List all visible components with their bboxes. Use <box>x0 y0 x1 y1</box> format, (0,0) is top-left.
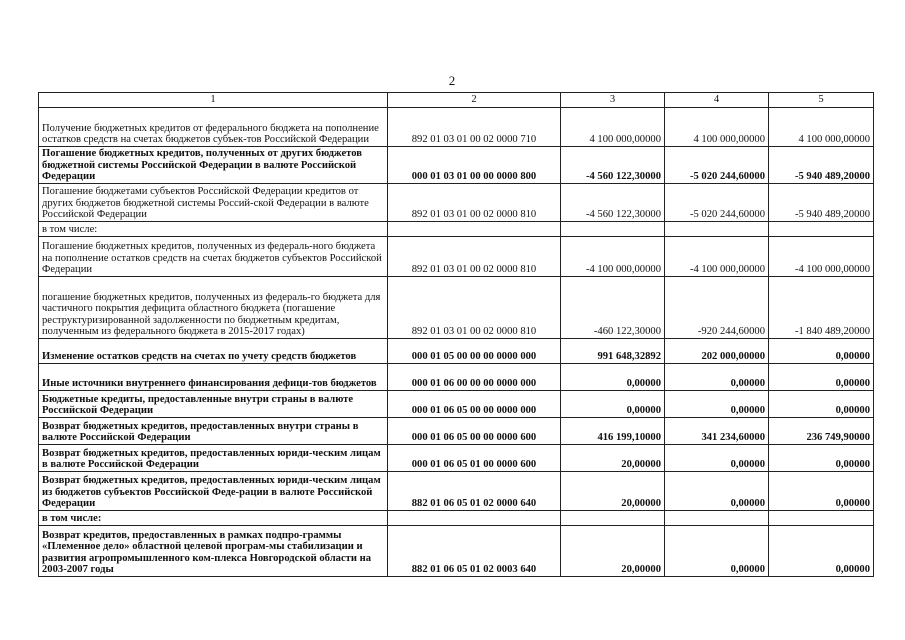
row-name-cell: Возврат бюджетных кредитов, предоставленных юриди-ческим лицам из бюджетов субъектов Российской Феде-рации в валюте Российской Федерации <box>39 472 388 511</box>
row-value-col3-cell <box>561 511 665 526</box>
row-code-cell: 000 01 06 05 01 00 0000 600 <box>388 445 561 472</box>
row-value-col3-cell: 20,00000 <box>561 472 665 511</box>
page-number: 2 <box>448 73 456 88</box>
header-col-4: 4 <box>665 93 769 108</box>
row-value-col5-cell: -4 100 000,00000 <box>769 237 874 277</box>
header-col-1: 1 <box>39 93 388 108</box>
row-code-cell: 892 01 03 01 00 02 0000 710 <box>388 108 561 147</box>
table-row <box>39 277 874 339</box>
row-code-cell: 000 01 06 00 00 00 0000 000 <box>388 364 561 391</box>
row-value-col3-cell: -4 560 122,30000 <box>561 147 665 184</box>
row-code-cell: 000 01 05 00 00 00 0000 000 <box>388 339 561 364</box>
row-value-col5-cell: 4 100 000,00000 <box>769 108 874 147</box>
row-value-col4-cell <box>665 222 769 237</box>
table-row <box>39 147 874 184</box>
table-row <box>39 339 874 364</box>
row-value-col4-cell: 0,00000 <box>665 391 769 418</box>
header-col-3: 3 <box>561 93 665 108</box>
table-row <box>39 222 874 237</box>
row-value-col4-cell: -920 244,60000 <box>665 277 769 339</box>
row-value-col4-cell: 0,00000 <box>665 472 769 511</box>
row-value-col5-cell: -5 940 489,20000 <box>769 147 874 184</box>
row-value-col4-cell: 0,00000 <box>665 526 769 577</box>
row-value-col5-cell: -1 840 489,20000 <box>769 277 874 339</box>
table-row <box>39 364 874 391</box>
row-code-cell: 882 01 06 05 01 02 0003 640 <box>388 526 561 577</box>
row-code-cell: 892 01 03 01 00 02 0000 810 <box>388 237 561 277</box>
row-code-cell: 882 01 06 05 01 02 0000 640 <box>388 472 561 511</box>
row-code-cell: 000 01 06 05 00 00 0000 000 <box>388 391 561 418</box>
table-row <box>39 418 874 445</box>
row-name-cell: Возврат бюджетных кредитов, предоставленных внутри страны в валюте Российской Федерации <box>39 418 388 445</box>
row-code-cell: 892 01 03 01 00 02 0000 810 <box>388 277 561 339</box>
table-row <box>39 237 874 277</box>
row-code-cell: 892 01 03 01 00 02 0000 810 <box>388 184 561 222</box>
row-value-col5-cell: -5 940 489,20000 <box>769 184 874 222</box>
row-name-cell: Бюджетные кредиты, предоставленные внутри страны в валюте Российской Федерации <box>39 391 388 418</box>
row-value-col4-cell: 0,00000 <box>665 364 769 391</box>
row-value-col5-cell: 0,00000 <box>769 339 874 364</box>
row-value-col4-cell: -4 100 000,00000 <box>665 237 769 277</box>
row-value-col4-cell: 341 234,60000 <box>665 418 769 445</box>
row-value-col5-cell: 0,00000 <box>769 445 874 472</box>
row-name-cell: погашение бюджетных кредитов, полученных из федераль-го бюджета для частичного покрытия дефицита областного бюджета (погашение реструктуризированной задолженности по бюджетным кредитам, полученным из федерального бюджета в 2015-2017 годах) <box>39 277 388 339</box>
table-row <box>39 391 874 418</box>
row-name-cell: Погашение бюджетных кредитов, полученных от других бюджетов бюджетной системы Российской Федерации в валюте Российской Федерации <box>39 147 388 184</box>
row-name-cell: Погашение бюджетами субъектов Российской Федерации кредитов от других бюджетов бюджетной системы Россий-ской Федерации в валюте Российской Федерации <box>39 184 388 222</box>
row-name-cell: в том числе: <box>39 222 388 237</box>
row-value-col4-cell: -5 020 244,60000 <box>665 184 769 222</box>
row-value-col3-cell: -460 122,30000 <box>561 277 665 339</box>
row-value-col4-cell <box>665 511 769 526</box>
row-value-col5-cell: 0,00000 <box>769 364 874 391</box>
row-value-col4-cell: -5 020 244,60000 <box>665 147 769 184</box>
row-name-cell: Возврат бюджетных кредитов, предоставленных юриди-ческим лицам в валюте Российской Федерации <box>39 445 388 472</box>
table-row <box>39 108 874 147</box>
row-value-col5-cell <box>769 511 874 526</box>
table-row <box>39 511 874 526</box>
row-name-cell: Иные источники внутреннего финансирования дефици-тов бюджетов <box>39 364 388 391</box>
row-name-cell: Изменение остатков средств на счетах по учету средств бюджетов <box>39 339 388 364</box>
row-value-col4-cell: 0,00000 <box>665 445 769 472</box>
row-value-col3-cell: -4 100 000,00000 <box>561 237 665 277</box>
row-name-cell: в том числе: <box>39 511 388 526</box>
row-code-cell <box>388 222 561 237</box>
table-row <box>39 184 874 222</box>
header-col-2: 2 <box>388 93 561 108</box>
table-row <box>39 445 874 472</box>
row-value-col3-cell: 20,00000 <box>561 526 665 577</box>
budget-sources-table <box>38 92 874 577</box>
row-value-col3-cell: 4 100 000,00000 <box>561 108 665 147</box>
row-name-cell: Погашение бюджетных кредитов, полученных из федераль-ного бюджета на пополнение остатков средств на счетах бюджетов субъектов Российской Федерации <box>39 237 388 277</box>
row-name-cell: Получение бюджетных кредитов от федерального бюджета на пополнение остатков средств на счетах бюджетов субъек-тов Российской Федерации <box>39 108 388 147</box>
row-value-col4-cell: 202 000,00000 <box>665 339 769 364</box>
row-value-col5-cell <box>769 222 874 237</box>
row-code-cell: 000 01 06 05 00 00 0000 600 <box>388 418 561 445</box>
row-value-col3-cell: 416 199,10000 <box>561 418 665 445</box>
row-value-col3-cell: 20,00000 <box>561 445 665 472</box>
table-row <box>39 526 874 577</box>
row-code-cell <box>388 511 561 526</box>
row-value-col3-cell: 0,00000 <box>561 364 665 391</box>
table-row <box>39 472 874 511</box>
row-value-col4-cell: 4 100 000,00000 <box>665 108 769 147</box>
row-value-col5-cell: 0,00000 <box>769 526 874 577</box>
row-value-col5-cell: 0,00000 <box>769 391 874 418</box>
row-value-col3-cell: -4 560 122,30000 <box>561 184 665 222</box>
header-col-5: 5 <box>769 93 874 108</box>
row-value-col5-cell: 0,00000 <box>769 472 874 511</box>
row-value-col5-cell: 236 749,90000 <box>769 418 874 445</box>
row-value-col3-cell <box>561 222 665 237</box>
table-header-row <box>39 93 874 108</box>
row-value-col3-cell: 0,00000 <box>561 391 665 418</box>
row-code-cell: 000 01 03 01 00 00 0000 800 <box>388 147 561 184</box>
row-value-col3-cell: 991 648,32892 <box>561 339 665 364</box>
row-name-cell: Возврат кредитов, предоставленных в рамках подпро-граммы «Племенное дело» областной целевой програм-мы стабилизации и развития агропромышленного ком-плекса Новгородской области на 2003-2007 годы <box>39 526 388 577</box>
